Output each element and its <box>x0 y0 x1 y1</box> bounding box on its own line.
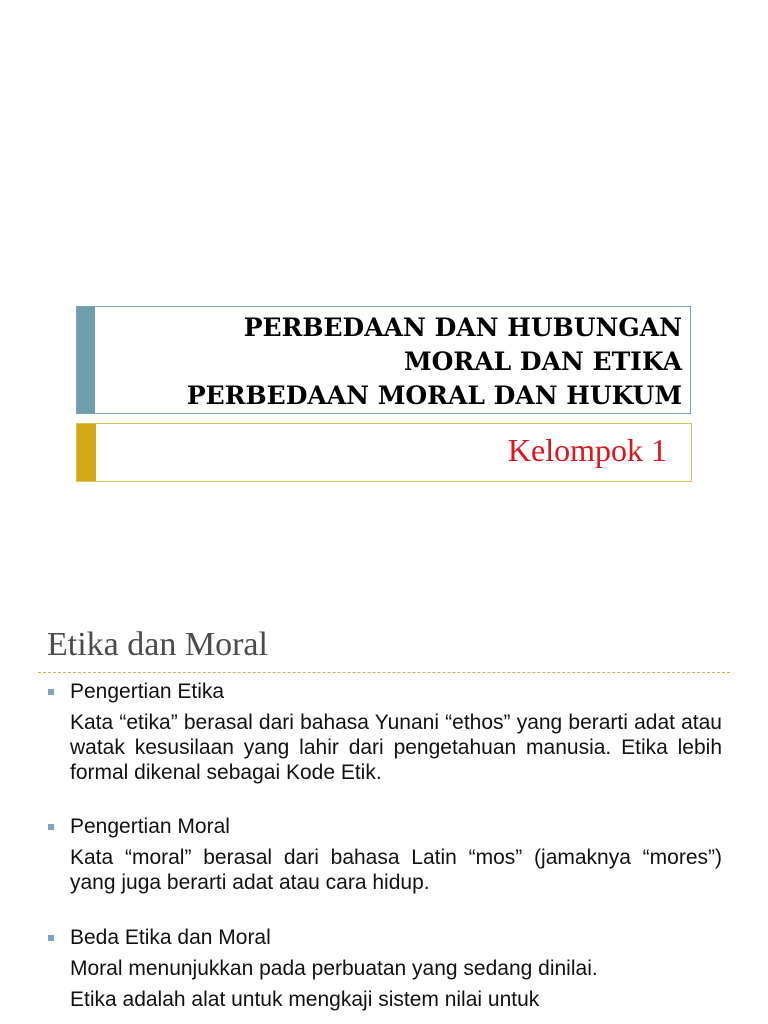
paragraph: Kata “etika” berasal dari bahasa Yunani “ethos” yang berarti adat atau watak kesusilaan yang lahir dari pengetahuan manusia. Etika lebih formal dikenal sebagai Kode Etik. <box>70 711 722 784</box>
square-bullet-icon <box>48 689 54 695</box>
square-bullet-icon <box>48 935 54 941</box>
bullet-item <box>48 814 722 839</box>
bullet-heading: Beda Etika dan Moral <box>70 926 271 949</box>
title-line: PERBEDAAN DAN HUBUNGAN <box>243 313 682 342</box>
paragraph: Moral menunjukkan pada perbuatan yang sedang dinilai. <box>70 957 598 980</box>
slide-content <box>48 679 722 1012</box>
bullet-item <box>48 925 722 950</box>
paragraph: Etika adalah alat untuk mengkaji sistem nilai untuk <box>70 988 540 1011</box>
bullet-item <box>48 679 722 704</box>
title-divider <box>38 672 730 673</box>
subtitle-box <box>76 423 692 482</box>
title-line: MORAL DAN ETIKA <box>403 347 682 376</box>
section-title: Etika dan Moral <box>47 626 268 663</box>
title-accent-bar <box>77 307 95 413</box>
subtitle: Kelompok 1 <box>507 432 667 468</box>
bullet-heading: Pengertian Etika <box>70 680 225 703</box>
bullet-heading: Pengertian Moral <box>70 815 230 838</box>
square-bullet-icon <box>48 824 54 830</box>
paragraph: Kata “moral” berasal dari bahasa Latin “mos” (jamaknya “mores”) yang juga berarti adat atau cara hidup. <box>70 846 722 894</box>
slide-title <box>187 311 682 413</box>
subtitle-accent-bar <box>77 424 96 481</box>
title-box <box>76 306 691 414</box>
title-line: PERBEDAAN MORAL DAN HUKUM <box>186 381 682 410</box>
